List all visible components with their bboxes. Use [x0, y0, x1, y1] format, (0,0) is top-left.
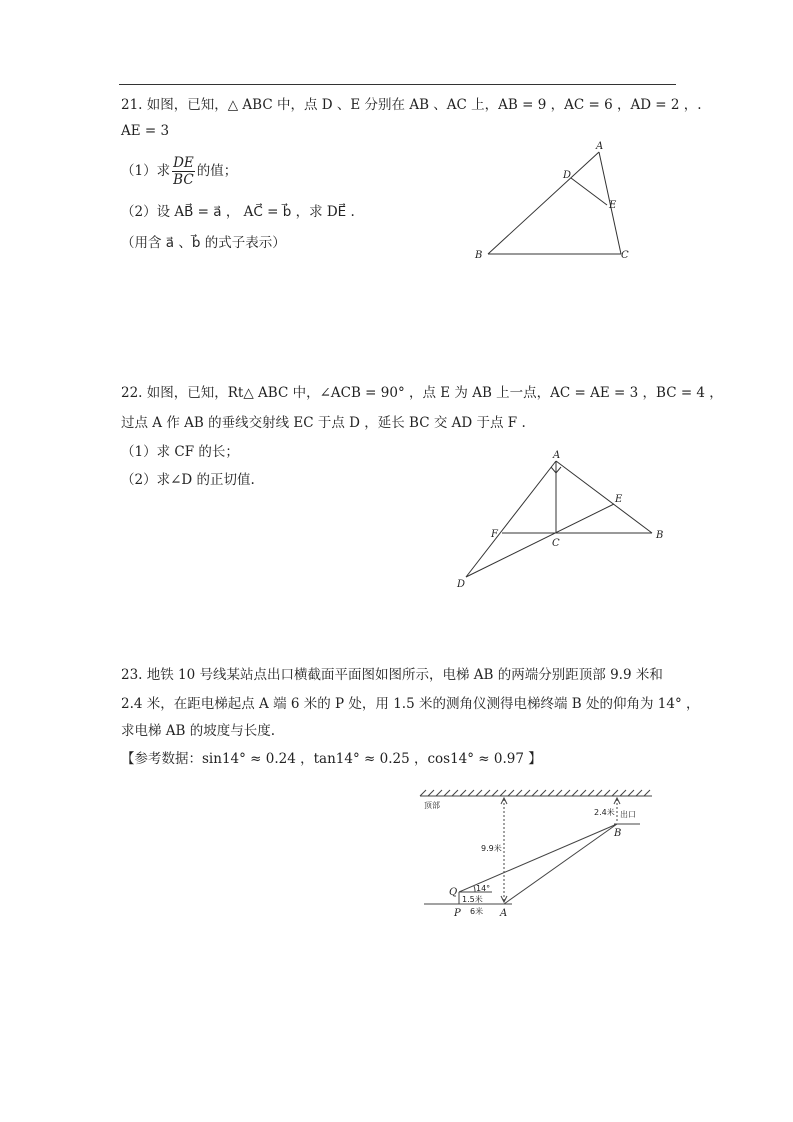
q21-label-A: A: [596, 141, 604, 152]
q21-part1: [121, 153, 237, 189]
q21-label-D: D: [563, 170, 572, 181]
q21-seg-AC: [599, 152, 621, 254]
q21-fraction: [172, 155, 195, 188]
q21-frac-num: DE: [173, 155, 194, 171]
q23-instrument-h: 1.5米: [462, 895, 483, 904]
q21-seg-DE: [571, 178, 607, 205]
q21-part2-note: （用含 a⃗ 、b⃗ 的式子表示）: [121, 235, 286, 251]
q22-seg-DE: [466, 504, 614, 577]
q22-label-B: B: [656, 530, 664, 541]
q21-frac-den: BC: [173, 172, 194, 188]
q22-part1: （1）求 CF 的长；: [121, 444, 239, 460]
q21-part2: （2）设 AB⃗ = a⃗ ， AC⃗ = b⃗ ，求 DE⃗ .: [121, 204, 355, 220]
q23-arrow-bottom-A: [501, 896, 507, 902]
q22-label-D: D: [457, 579, 466, 590]
q21-line1: 21. 如图，已知，△ ABC 中，点 D 、E 分别在 AB 、AC 上，AB = 9 ，AC = 6 ，AD = 2 ，.: [121, 97, 702, 113]
q23-label-P: P: [454, 908, 461, 919]
q23-arrow-top-B: [614, 798, 620, 804]
q22-label-A: A: [553, 450, 561, 461]
q23-exit-label: 出口: [620, 810, 636, 819]
q22-label-C: C: [552, 538, 560, 549]
q22-right-angle-mark: [551, 467, 561, 473]
q21-label-B: B: [475, 250, 483, 261]
q23-d-top-B: 2.4米: [594, 808, 615, 817]
q22-label-F: F: [491, 529, 498, 540]
q23-seg-AB: [504, 824, 617, 904]
q23-ceiling-hatch: [420, 790, 650, 796]
q23-dist-PA: 6米: [470, 907, 484, 916]
q23-d-top-A: 9.9米: [481, 844, 502, 853]
q23-label-A: A: [500, 908, 508, 919]
q22-line1: 22. 如图，已知，Rt△ ABC 中，∠ACB = 90° ，点 E 为 AB 上一点，AC = AE = 3 ，BC = 4 ，: [121, 385, 723, 401]
q23-arrow-top-A: [501, 798, 507, 804]
q22-seg-AD: [466, 461, 556, 577]
q21-part1-suffix: 的值；: [196, 163, 238, 179]
q22-line2: 过点 A 作 AB 的垂线交射线 EC 于点 D ，延长 BC 交 AD 于点 F .: [121, 415, 526, 431]
q23-line1: 23. 地铁 10 号线某站点出口横截面平面图如图所示，电梯 AB 的两端分别距顶部 9.9 米和: [121, 667, 663, 683]
q21-part1-prefix: （1）求: [121, 163, 171, 179]
q22-label-E: E: [615, 494, 623, 505]
q21-line2: AE = 3: [121, 123, 170, 139]
q23-label-B: B: [614, 828, 622, 839]
q21-label-C: C: [621, 250, 629, 261]
q23-angle: 14°: [476, 884, 491, 893]
q23-line3: 求电梯 AB 的坡度与长度.: [121, 723, 276, 739]
q23-top-label: 顶部: [424, 801, 440, 810]
q23-seg-QB: [459, 824, 617, 892]
q23-reference: 【参考数据：sin14° ≈ 0.24 ，tan14° ≈ 0.25 ，cos14° ≈ 0.97 】: [121, 751, 542, 767]
q21-label-E: E: [609, 200, 617, 211]
q23-line2: 2.4 米，在距电梯起点 A 端 6 米的 P 处，用 1.5 米的测角仪测得电梯终端 B 处的仰角为 14° ，: [121, 696, 700, 712]
q22-part2: （2）求∠D 的正切值.: [121, 472, 255, 488]
q22-seg-AB: [556, 461, 652, 533]
header-rule: [119, 84, 676, 85]
q21-seg-AB: [488, 152, 599, 254]
q23-label-Q: Q: [449, 887, 458, 898]
q23-angle-arc: [474, 886, 475, 892]
